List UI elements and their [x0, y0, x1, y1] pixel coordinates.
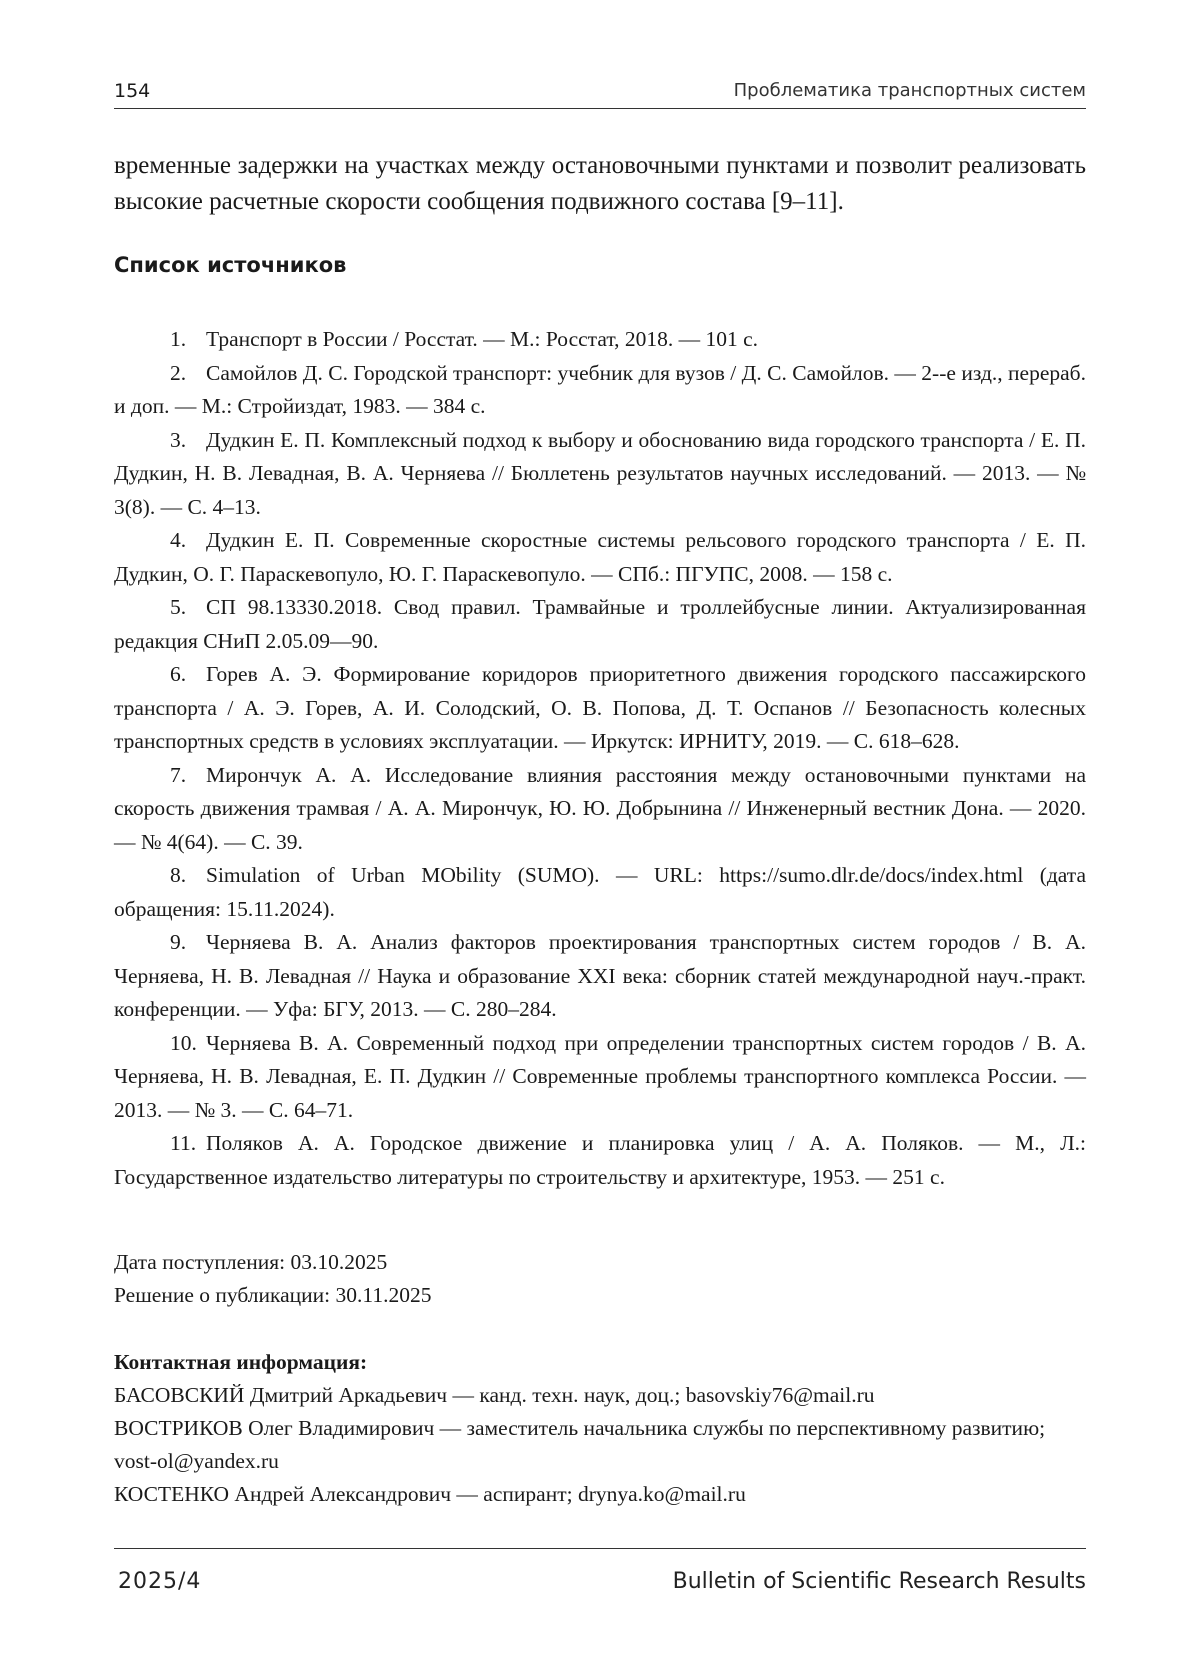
- reference-text: Дудкин Е. П. Современные скоростные системы рельсового городского транспорта / Е. П. Дудкин, О. Г. Параскевопуло, Ю. Г. Параскевопуло. — СПб.: ПГУПС, 2008. — 158 с.: [114, 528, 1086, 586]
- reference-text: Черняева В. А. Современный подход при определении транспортных систем городов / В. А. Черняева, Н. В. Левадная, Е. П. Дудкин // Современные проблемы транспортного комплекса России. — 2013. — № 3. — С. 64–71.: [114, 1030, 1086, 1122]
- reference-item: [114, 759, 1086, 860]
- body-paragraph: временные задержки на участках между остановочными пунктами и позволит реализовать высокие расчетные скорости сообщения подвижного состава [9–11].: [114, 152, 1086, 215]
- reference-item: [114, 1027, 1086, 1128]
- reference-text: Транспорт в России / Росстат. — М.: Росстат, 2018. — 101 с.: [206, 327, 759, 351]
- reference-text: Мирончук А. А. Исследование влияния расстояния между остановочными пунктами на скорость движения трамвая / А. А. Мирончук, Ю. Ю. Добрынина // Инженерный вестник Дона. — 2020. — № 4(64). — С. 39.: [114, 762, 1086, 854]
- reference-text: СП 98.13330.2018. Свод правил. Трамвайные и троллейбусные линии. Актуализированная редакция СНиП 2.05.09—90.: [114, 595, 1086, 653]
- running-title: Проблематика транспортных систем: [733, 80, 1086, 101]
- reference-item: [114, 323, 1086, 357]
- contact-entry: ВОСТРИКОВ Олег Владимирович — заместитель начальника службы по перспективному развитию; vost-ol@yandex.ru: [114, 1416, 1046, 1473]
- reference-item: [114, 524, 1086, 591]
- reference-item: [114, 424, 1086, 525]
- page-header: [114, 76, 1086, 109]
- reference-item: [114, 926, 1086, 1027]
- reference-number: 4.: [170, 528, 187, 552]
- reference-number: 1.: [170, 327, 187, 351]
- contact-info-title: Контактная информация:: [114, 1350, 368, 1374]
- page-footer: [114, 1548, 1086, 1609]
- reference-number: 11.: [170, 1131, 197, 1155]
- reference-text: Simulation of Urban MObility (SUMO). — URL: https://sumo.dlr.de/docs/index.html (дата обращения: 15.11.2024).: [114, 863, 1086, 921]
- reference-number: 10.: [170, 1030, 197, 1055]
- reference-number: 9.: [170, 930, 187, 954]
- reference-number: 2.: [170, 360, 187, 385]
- references-heading: Список источников: [114, 253, 347, 277]
- received-date: Дата поступления: 03.10.2025: [114, 1250, 388, 1274]
- reference-number: 3.: [170, 427, 187, 452]
- page-number: 154: [114, 80, 151, 102]
- contact-entry: БАСОВСКИЙ Дмитрий Аркадьевич — канд. техн. наук, доц.; basovskiy76@mail.ru: [114, 1383, 875, 1407]
- reference-number: 5.: [170, 595, 187, 619]
- reference-text: Черняева В. А. Анализ факторов проектирования транспортных систем городов / В. А. Черняева, Н. В. Левадная // Наука и образование XXI века: сборник статей международной науч.-практ. конференции. — Уфа: БГУ, 2013. — С. 280–284.: [114, 930, 1086, 1021]
- contact-entry: КОСТЕНКО Андрей Александрович — аспирант; drynya.ko@mail.ru: [114, 1482, 746, 1506]
- reference-item: [114, 1127, 1086, 1194]
- references-list: [114, 323, 1086, 1194]
- issue-number: 2025/4: [118, 1569, 202, 1594]
- reference-item: [114, 658, 1086, 759]
- reference-number: 7.: [170, 762, 187, 787]
- reference-text: Горев А. Э. Формирование коридоров приоритетного движения городского пассажирского транспорта / А. Э. Горев, А. И. Солодский, О. В. Попова, Д. Т. Оспанов // Безопасность колесных транспортных средств в условиях эксплуатации. — Иркутск: ИРНИТУ, 2019. — С. 618–628.: [114, 662, 1086, 753]
- contact-info: [114, 1346, 1086, 1511]
- reference-text: Дудкин Е. П. Комплексный подход к выбору и обоснованию вида городского транспорта / Е. П. Дудкин, Н. В. Левадная, В. А. Черняева // Бюллетень результатов научных исследований. — 2013. — № 3(8). — С. 4–13.: [114, 427, 1086, 519]
- reference-item: [114, 591, 1086, 658]
- submission-dates: [114, 1246, 431, 1312]
- reference-number: 6.: [170, 662, 187, 686]
- decision-date: Решение о публикации: 30.11.2025: [114, 1283, 432, 1307]
- reference-item: [114, 859, 1086, 926]
- journal-name: Bulletin of Scientific Research Results: [672, 1569, 1086, 1594]
- reference-number: 8.: [170, 863, 187, 887]
- reference-text: Поляков А. А. Городское движение и планировка улиц / А. А. Поляков. — М., Л.: Государственное издательство литературы по строительству и архитектуре, 1953. — 251 с.: [114, 1131, 1086, 1189]
- reference-item: [114, 357, 1086, 424]
- reference-text: Самойлов Д. С. Городской транспорт: учебник для вузов / Д. С. Самойлов. — 2--е изд., перераб. и доп. — М.: Стройиздат, 1983. — 384 с.: [114, 360, 1086, 418]
